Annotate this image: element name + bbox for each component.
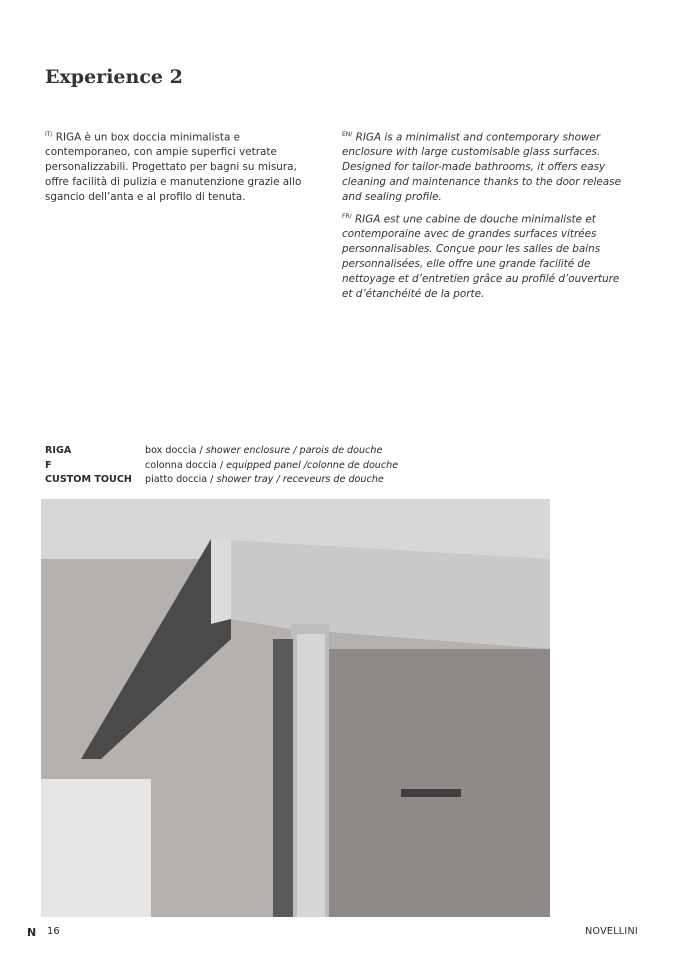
legend-translation: shower enclosure / parois de douche [205, 445, 383, 456]
legend-key: F [45, 459, 52, 471]
legend-it: box doccia / [145, 445, 206, 456]
legend-row [45, 444, 398, 459]
legend-row [45, 459, 398, 474]
description-french [342, 209, 632, 302]
text-en: RIGA is a minimalist and contemporary shower enclosure with large customisable glass surfaces. Designed for tailor-made bathrooms, it offers easy cleaning and maintenance thanks to the door release and sealing profile. [342, 131, 621, 204]
shower-profile-illustration [41, 499, 550, 917]
legend-key: CUSTOM TOUCH [45, 474, 132, 485]
description-italian [45, 127, 315, 205]
product-legend [45, 444, 398, 488]
description-english [342, 127, 632, 205]
legend-translation: shower tray / receveurs de douche [216, 474, 384, 485]
brand-name: NOVELLINI [585, 926, 638, 937]
text-it: RIGA è un box doccia minimalista e contemporaneo, con ampie superfici vetrate personalizzabili. Progettato per bagni su misura, offre facilità di pulizia e manutenzione grazie allo sgancio dell’anta e al profilo di tenuta. [45, 131, 302, 204]
lang-tag-en: EN/ [342, 131, 353, 138]
legend-row [45, 473, 398, 488]
lang-tag-it: IT/ [45, 131, 53, 138]
legend-it: colonna doccia / [145, 459, 227, 471]
lang-tag-fr: FR/ [342, 213, 352, 220]
page-title: Experience 2 [45, 66, 183, 88]
legend-it: piatto doccia / [145, 474, 217, 485]
product-photo [41, 499, 550, 917]
brand-logo-icon: N [27, 926, 37, 939]
page-number: 16 [47, 926, 60, 937]
legend-translation: equipped panel /colonne de douche [226, 459, 399, 471]
legend-key: RIGA [45, 445, 72, 456]
text-fr: RIGA est une cabine de douche minimaliste et contemporaine avec de grandes surfaces vitrées personnalisables. Conçue pour les salles de bains personnalisées, elle offre une grande facilité de nettoyage et d’entretien grâce au profilé d’ouverture et d’étanchéité de la porte. [342, 213, 620, 301]
